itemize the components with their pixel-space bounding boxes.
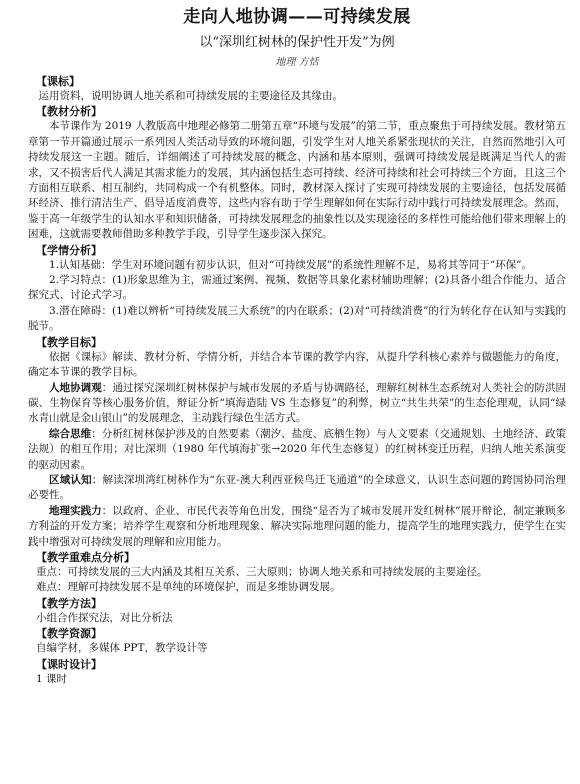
- section-heading: 【课标】: [36, 75, 80, 88]
- goal-lead: 人地协调观: [49, 381, 102, 394]
- document-author: 地理 方恬: [275, 57, 319, 68]
- document-title: 走向人地协调——可持续发展: [183, 7, 411, 27]
- document-subtitle: 以“深圳红树林的保护性开发”为例: [199, 35, 395, 50]
- key-point: 重点：可持续发展的三大内涵及其相互关系、三大原则；协调人地关系和可持续发展的主要途径。: [36, 565, 488, 578]
- list-item: 1.认知基础：学生对环境问题有初步认识，但对“可持续发展”的系统性理解不足，易将其等同于“环保”。: [49, 258, 532, 271]
- goal-item: [28, 504, 566, 550]
- section-mubiao: [28, 335, 566, 550]
- section-jiaocai: [28, 104, 566, 242]
- section-xueqing: [28, 243, 566, 335]
- section-heading: 【教学重难点分析】: [36, 550, 135, 564]
- difficult-point: 难点：理解可持续发展不是单纯的环境保护，而是多维协调发展。: [36, 581, 341, 594]
- goal-lead: 综合思维: [49, 427, 92, 440]
- section-text: 本节课作为 2019 人教版高中地理必修第二册第五章“环境与发展”的第二节，重点聚焦于可持续发展。教材第五章第一节开篇通过展示一系列因人类活动导致的环境问题，引发学生对人地关系紧张现状的关注，自然而然地引入可持续发展这一主题。随后，详细阐述了可持续发展的概念、内涵和基本原则，强调可持续发展是既满足当代人的需求，又不损害后代人满足其需求能力的发展，其内涵包括生态可持续、经济可持续和社会可持续三个方面，且这三个方面相互联系、相互制约，共同构成一个有机整体。同时，教材深入探讨了实现可持续发展的主要途径，包括发展循环经济、推行清洁生产、倡导适度消费等，这些内容有助于学生理解如何在实际行动中践行可持续发展理念。然而，鉴于高一年级学生的认知水平和知识储备，可持续发展理念的抽象性以及实现途径的多样性可能给他们带来理解上的困难，这就需要教师借助多种教学手段，引导学生逐步深入探究。: [28, 120, 566, 241]
- section-heading: 【学情分析】: [36, 243, 102, 257]
- goal-lead: 地理实践力: [49, 504, 102, 517]
- section-heading: 【教学目标】: [36, 335, 102, 349]
- goal-text: ：分析红树林保护涉及的自然要素（潮汐、盐度、底栖生物）与人文要素（交通规划、土地经济、政策法规）的相互作用；对比深圳（1980 年代填海扩张→2020 年代生态修复）的红树林变迁历程，归纳人地关系演变的驱动因素。: [28, 427, 567, 471]
- goal-text: ：解读深圳湾红树林作为“东亚-澳大利西亚候鸟迁飞通道”的全球意义，认识生态问题的跨国协同治理必要性。: [28, 473, 566, 502]
- section-heading: 【课时设计】: [36, 657, 102, 671]
- goal-item: [28, 473, 566, 504]
- goal-item: [28, 381, 566, 427]
- goal-text: ：通过探究深圳红树林保护与城市发展的矛盾与协调路径，理解红树林生态系统对人类社会的防洪固碳、生物保育等核心服务价值，辩证分析“填海造陆 VS 生态修复”的利弊，树立“共生共荣”的生态伦理观，认同“绿水青山就是金山银山”的发展理念，主动践行绿色生活方式。: [28, 381, 567, 425]
- goal-text: ：以政府、企业、市民代表等角色出发，围绕“是否为了城市发展开发红树林”展开辩论，制定兼顾多方利益的开发方案；培养学生观察和分析地理现象、解决实际地理问题的能力，提高学生的地理实践力，使学生在实践中增强对可持续发展的理解和应用能力。: [28, 504, 567, 548]
- section-keshi: [28, 657, 566, 687]
- section-text: 运用资料，说明协调人地关系和可持续发展的主要途径及其缘由。: [38, 90, 343, 102]
- section-zhongnan: [28, 550, 566, 596]
- section-text: 1 课时: [36, 672, 68, 685]
- goal-lead: 区域认知: [49, 473, 92, 486]
- section-fangfa: [28, 596, 566, 626]
- section-ziyuan: [28, 626, 566, 656]
- section-text: 自编学材，多媒体 PPT，教学设计等: [36, 642, 208, 655]
- list-item: 3.潜在障碍：(1)难以辨析“可持续发展三大系统”的内在联系；(2)对“可持续消费”的行为转化存在认知与实践的脱节。: [28, 304, 566, 333]
- section-kebiao: [28, 74, 566, 104]
- section-text: 小组合作探究法，对比分析法: [36, 611, 173, 624]
- section-heading: 【教学方法】: [36, 596, 102, 610]
- list-item: 2.学习特点：(1)形象思维为主，需通过案例、视频、数据等具象化素材辅助理解；(2)具备小组合作能力，适合探究式、讨论式学习。: [28, 274, 566, 302]
- section-heading: 【教学资源】: [36, 627, 102, 641]
- section-intro: 依据《课标》解读、教材分析、学情分析，并结合本节课的教学内容，从提升学科核心素养与做题能力的角度，确定本节课的教学目标。: [28, 350, 566, 379]
- section-heading: 【教材分析】: [36, 105, 102, 119]
- goal-item: [28, 427, 566, 473]
